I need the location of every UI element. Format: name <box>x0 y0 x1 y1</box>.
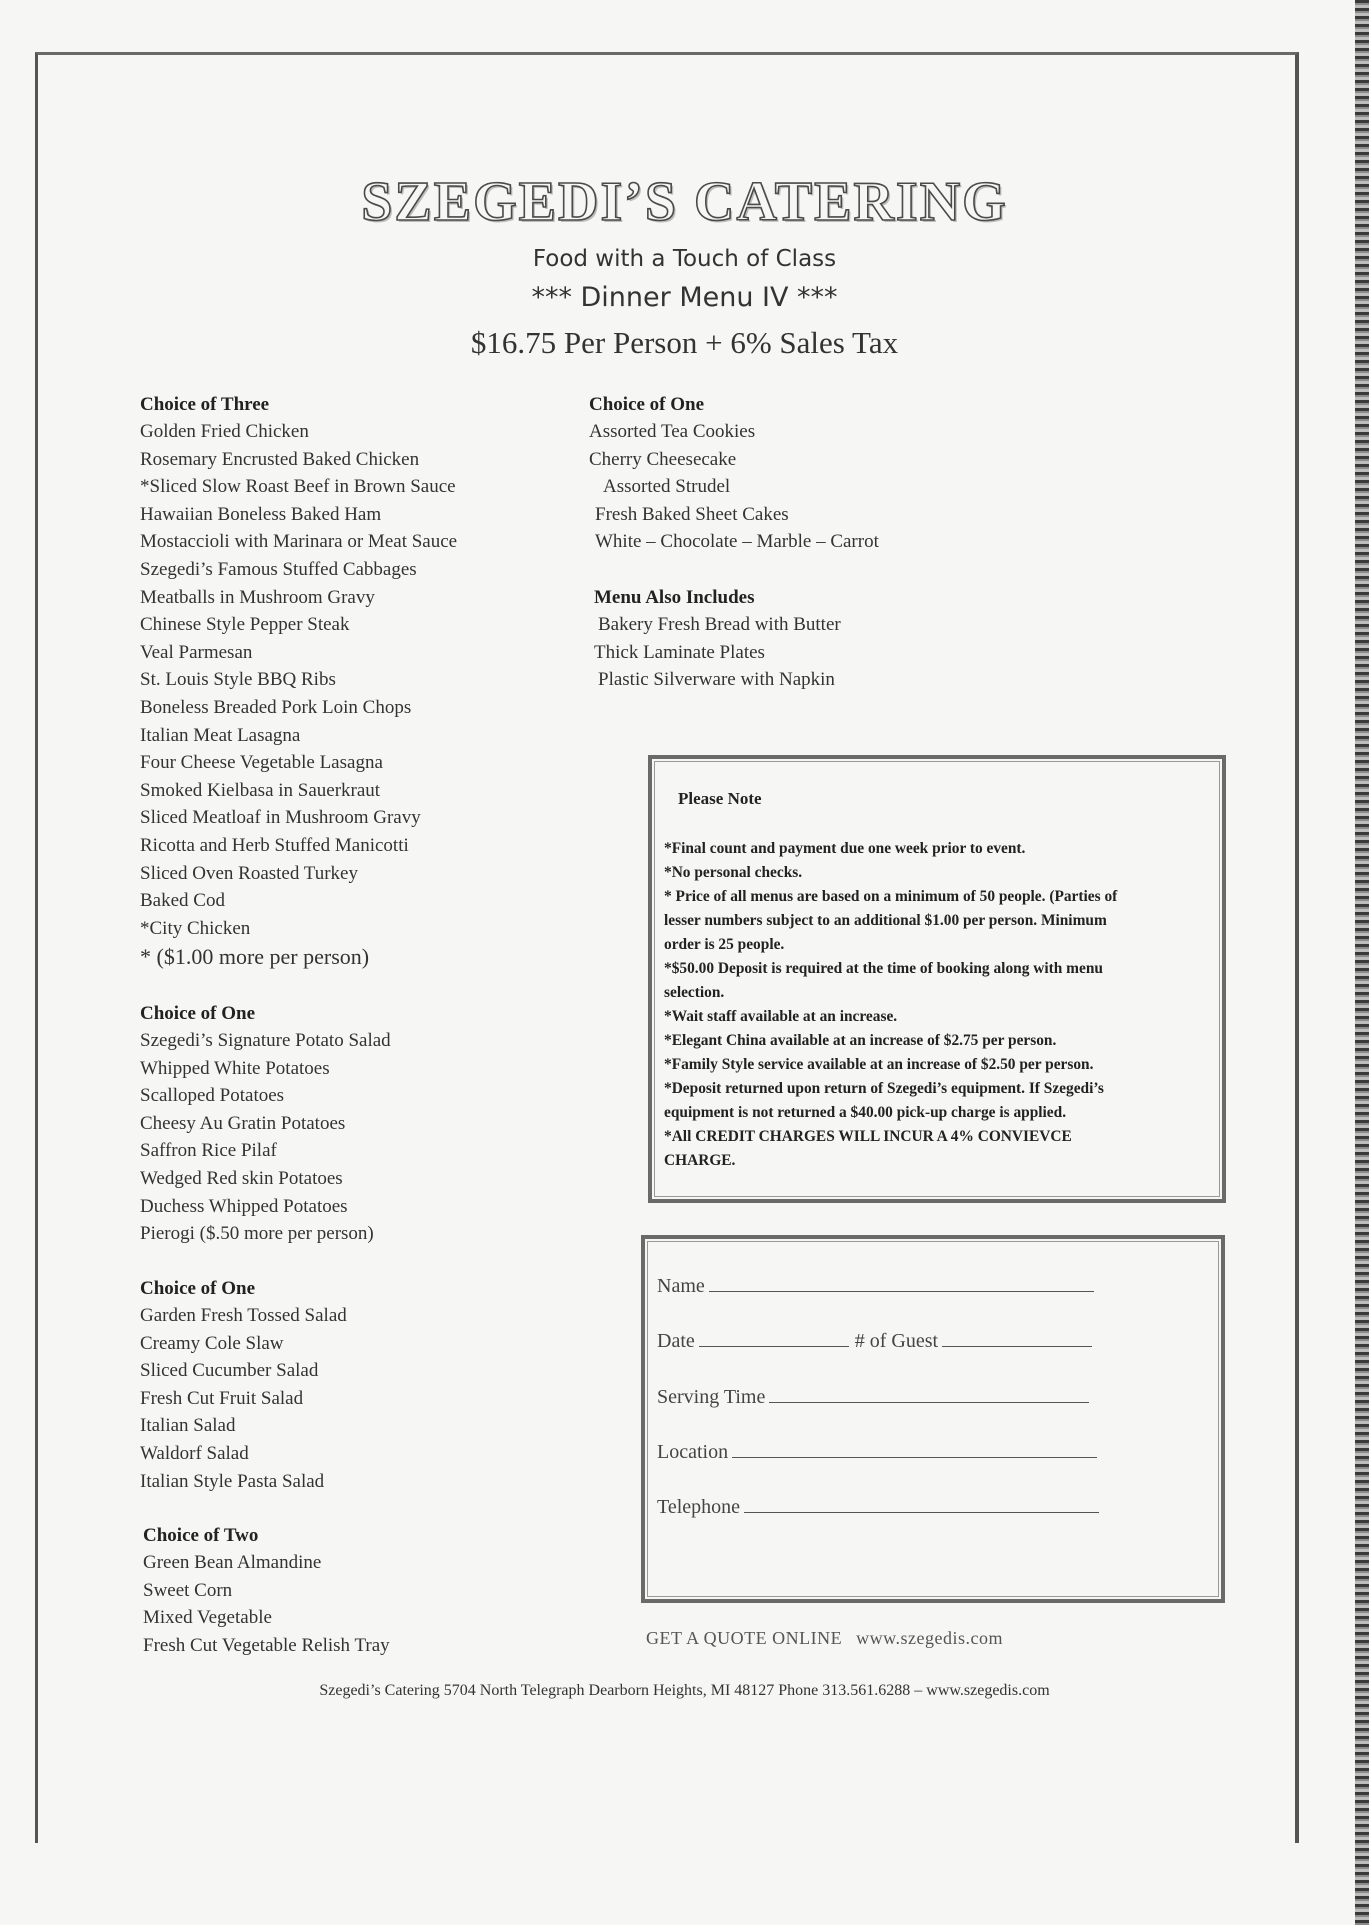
date-label: Date <box>657 1330 695 1352</box>
note-line: * Price of all menus are based on a minimum of 50 people. (Parties of <box>664 888 1118 905</box>
note-line: *All CREDIT CHARGES WILL INCUR A 4% CONVIEVCE <box>664 1128 1072 1145</box>
entrees-item: Sliced Meatloaf in Mushroom Gravy <box>140 807 421 829</box>
desserts-item: Cherry Cheesecake <box>589 448 737 470</box>
salads-item: Creamy Cole Slaw <box>140 1332 284 1354</box>
telephone-field[interactable] <box>657 1494 1099 1519</box>
section-heading: Choice of Three <box>140 394 270 415</box>
name-line[interactable] <box>709 1273 1094 1292</box>
vegetables-item: Sweet Corn <box>143 1579 233 1601</box>
salads-item: Garden Fresh Tossed Salad <box>140 1305 347 1326</box>
includes-item: Plastic Silverware with Napkin <box>598 669 835 691</box>
menu-name: *** Dinner Menu IV *** <box>531 282 838 313</box>
note-line: CHARGE. <box>664 1152 736 1169</box>
note-line: *No personal checks. <box>664 864 803 881</box>
vegetables-item: Fresh Cut Vegetable Relish Tray <box>143 1634 390 1656</box>
includes-section <box>594 585 841 694</box>
desserts-item: Assorted Strudel <box>603 476 731 498</box>
entrees-item: Ricotta and Herb Stuffed Manicotti <box>140 834 409 856</box>
quote-line <box>646 1628 1003 1649</box>
potatoes-item: Scalloped Potatoes <box>140 1085 285 1107</box>
footer-address: Szegedi’s Catering 5704 North Telegraph Dearborn Heights, MI 48127 Phone 313.561.6288 – www.szegedis.com <box>319 1682 1050 1699</box>
potatoes-section <box>140 1001 391 1248</box>
page-title: SZEGEDI’S CATERING <box>361 171 1008 233</box>
vegetables-item: Green Bean Almandine <box>143 1552 322 1573</box>
salads-item: Fresh Cut Fruit Salad <box>140 1387 304 1409</box>
entrees-section <box>140 392 457 972</box>
section-heading: Choice of Two <box>143 1525 259 1546</box>
vegetables-item: Mixed Vegetable <box>143 1607 272 1629</box>
note-line: *Family Style service available at an increase of $2.50 per person. <box>664 1056 1094 1073</box>
name-label: Name <box>657 1275 705 1297</box>
entrees-item: Smoked Kielbasa in Sauerkraut <box>140 779 381 801</box>
entrees-item: Boneless Breaded Pork Loin Chops <box>140 696 412 718</box>
entrees-item: Golden Fried Chicken <box>140 421 309 442</box>
serving-time-field[interactable] <box>657 1384 1089 1409</box>
entrees-item: Sliced Oven Roasted Turkey <box>140 862 358 884</box>
note-line: *$50.00 Deposit is required at the time of booking along with menu <box>664 960 1103 977</box>
potatoes-item: Duchess Whipped Potatoes <box>140 1195 348 1217</box>
includes-item: Bakery Fresh Bread with Butter <box>598 614 841 635</box>
section-heading: Choice of One <box>140 1278 256 1299</box>
serving-time-label: Serving Time <box>657 1386 766 1408</box>
entrees-item: Szegedi’s Famous Stuffed Cabbages <box>140 558 417 580</box>
entrees-item: Chinese Style Pepper Steak <box>140 614 350 636</box>
entrees-item: Rosemary Encrusted Baked Chicken <box>140 448 420 470</box>
booking-form <box>641 1235 1225 1603</box>
note-line: *Elegant China available at an increase of $2.75 per person. <box>664 1032 1057 1049</box>
name-field[interactable] <box>657 1273 1094 1298</box>
note-line: *Deposit returned upon return of Szegedi’s equipment. If Szegedi’s <box>664 1080 1104 1097</box>
location-line[interactable] <box>732 1439 1097 1458</box>
desserts-item: Fresh Baked Sheet Cakes <box>595 503 789 525</box>
potatoes-item: Cheesy Au Gratin Potatoes <box>140 1112 346 1134</box>
salads-item: Waldorf Salad <box>140 1442 249 1464</box>
section-heading: Choice of One <box>589 394 705 415</box>
entrees-item: Baked Cod <box>140 890 225 912</box>
potatoes-item: Pierogi ($.50 more per person) <box>140 1223 374 1245</box>
serving-time-line[interactable] <box>769 1384 1089 1403</box>
location-label: Location <box>657 1441 729 1463</box>
quote-site-link[interactable]: www.szegedis.com <box>856 1628 1003 1648</box>
price-line: $16.75 Per Person + 6% Sales Tax <box>470 325 899 360</box>
entrees-item: Italian Meat Lasagna <box>140 724 301 746</box>
note-line: lesser numbers subject to an additional $1.00 per person. Minimum <box>664 912 1107 929</box>
section-heading: Menu Also Includes <box>594 587 755 608</box>
entrees-item: Veal Parmesan <box>140 641 253 663</box>
please-note-box <box>648 755 1226 1203</box>
entrees-item: *Sliced Slow Roast Beef in Brown Sauce <box>140 476 456 498</box>
tagline: Food with a Touch of Class <box>532 246 837 272</box>
entrees-item: Mostaccioli with Marinara or Meat Sauce <box>140 531 458 553</box>
telephone-label: Telephone <box>657 1496 741 1518</box>
entrees-item: *City Chicken <box>140 917 251 939</box>
telephone-line[interactable] <box>744 1494 1099 1513</box>
date-line[interactable] <box>699 1328 849 1347</box>
note-lines <box>664 837 1209 1173</box>
includes-item: Thick Laminate Plates <box>594 641 765 663</box>
salads-item: Sliced Cucumber Salad <box>140 1360 319 1382</box>
potatoes-item: Whipped White Potatoes <box>140 1057 330 1079</box>
desserts-item: Assorted Tea Cookies <box>589 421 756 442</box>
vegetables-section <box>143 1523 390 1659</box>
note-line: *Wait staff available at an increase. <box>664 1008 898 1025</box>
entrees-item: St. Louis Style BBQ Ribs <box>140 669 336 691</box>
note-line: equipment is not returned a $40.00 pick-up charge is applied. <box>664 1104 1067 1121</box>
guests-label: # of Guest <box>854 1330 939 1352</box>
entree-surcharge-note: * ($1.00 more per person) <box>140 944 370 970</box>
salads-item: Italian Salad <box>140 1415 236 1437</box>
guests-line[interactable] <box>942 1328 1092 1347</box>
note-line: selection. <box>664 984 725 1001</box>
note-title: Please Note <box>678 789 762 808</box>
entrees-item: Meatballs in Mushroom Gravy <box>140 586 375 608</box>
potatoes-item: Szegedi’s Signature Potato Salad <box>140 1030 391 1051</box>
desserts-item: White – Chocolate – Marble – Carrot <box>595 531 879 553</box>
entrees-item: Four Cheese Vegetable Lasagna <box>140 752 383 774</box>
section-heading: Choice of One <box>140 1003 256 1024</box>
location-field[interactable] <box>657 1439 1097 1464</box>
salads-section <box>140 1276 347 1495</box>
desserts-section <box>589 392 879 556</box>
potatoes-item: Saffron Rice Pilaf <box>140 1140 277 1162</box>
quote-text: GET A QUOTE ONLINE <box>646 1628 843 1648</box>
potatoes-item: Wedged Red skin Potatoes <box>140 1167 343 1189</box>
note-line: *Final count and payment due one week prior to event. <box>664 840 1026 857</box>
date-field[interactable] <box>657 1328 1092 1353</box>
salads-item: Italian Style Pasta Salad <box>140 1470 325 1492</box>
entrees-item: Hawaiian Boneless Baked Ham <box>140 503 382 525</box>
note-line: order is 25 people. <box>664 936 785 953</box>
